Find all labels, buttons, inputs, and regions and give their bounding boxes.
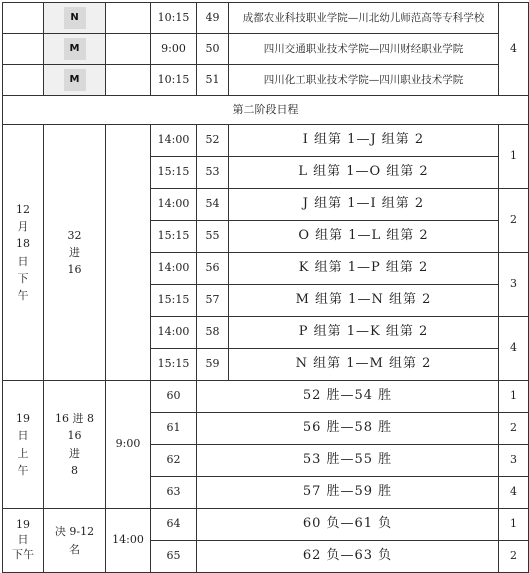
table-row xyxy=(3,125,529,157)
time-cell: 15:15 xyxy=(151,349,197,381)
table-row xyxy=(3,381,529,413)
time-cell: 15:15 xyxy=(151,285,197,317)
court-cell: 4 xyxy=(499,477,529,509)
match-number-cell: 65 xyxy=(151,541,197,573)
match-cell: L 组第 1—O 组第 2 xyxy=(229,157,499,189)
match-number-cell: 54 xyxy=(197,189,229,221)
match-number-cell: 55 xyxy=(197,221,229,253)
empty-cell xyxy=(106,34,151,65)
time-cell: 15:15 xyxy=(151,221,197,253)
table-row xyxy=(3,34,529,65)
match-cell: J 组第 1—I 组第 2 xyxy=(229,189,499,221)
time-cell: 10:15 xyxy=(151,65,197,96)
match-number-cell: 57 xyxy=(197,285,229,317)
date-cell: 19 日 上 午 xyxy=(3,381,44,509)
match-cell: 成都农业科技职业学院—川北幼儿师范高等专科学校 xyxy=(229,3,499,34)
court-cell: 4 xyxy=(499,3,529,96)
match-cell: 57 胜—59 胜 xyxy=(197,477,499,509)
match-cell: M 组第 1—N 组第 2 xyxy=(229,285,499,317)
match-number-cell: 50 xyxy=(197,34,229,65)
group-marker: M xyxy=(64,38,86,60)
time-cell: 9:00 xyxy=(151,34,197,65)
table-row xyxy=(3,3,529,34)
match-cell: 四川交通职业技术学院—四川财经职业学院 xyxy=(229,34,499,65)
match-cell: I 组第 1—J 组第 2 xyxy=(229,125,499,157)
court-cell: 2 xyxy=(499,413,529,445)
court-cell: 1 xyxy=(499,125,529,189)
match-cell: 53 胜—55 胜 xyxy=(197,445,499,477)
court-cell: 4 xyxy=(499,317,529,381)
table-row xyxy=(3,96,529,125)
match-cell: 56 胜—58 胜 xyxy=(197,413,499,445)
match-cell: 52 胜—54 胜 xyxy=(197,381,499,413)
match-number-cell: 62 xyxy=(151,445,197,477)
time-cell: 9:00 xyxy=(106,381,151,509)
time-cell: 14:00 xyxy=(151,189,197,221)
section-title: 第二阶段日程 xyxy=(3,96,529,125)
match-number-cell: 53 xyxy=(197,157,229,189)
time-cell: 15:15 xyxy=(151,157,197,189)
court-cell: 3 xyxy=(499,445,529,477)
match-number-cell: 56 xyxy=(197,253,229,285)
empty-cell xyxy=(3,65,44,96)
match-cell: P 组第 1—K 组第 2 xyxy=(229,317,499,349)
match-number-cell: 60 xyxy=(151,381,197,413)
round-cell: 32 进 16 xyxy=(44,125,106,381)
match-cell: K 组第 1—P 组第 2 xyxy=(229,253,499,285)
time-cell: 14:00 xyxy=(151,317,197,349)
table-row xyxy=(3,65,529,96)
empty-cell xyxy=(106,65,151,96)
match-number-cell: 59 xyxy=(197,349,229,381)
court-cell: 3 xyxy=(499,253,529,317)
round-cell: 决 9-12 名 xyxy=(44,509,106,573)
match-number-cell: 61 xyxy=(151,413,197,445)
time-cell: 14:00 xyxy=(151,253,197,285)
schedule-table xyxy=(2,2,529,573)
time-cell: 10:15 xyxy=(151,3,197,34)
date-cell: 19 日 下午 xyxy=(3,509,44,573)
time-cell: 14:00 xyxy=(106,509,151,573)
group-marker-cell xyxy=(44,34,106,65)
court-cell: 2 xyxy=(499,541,529,573)
match-number-cell: 64 xyxy=(151,509,197,541)
court-cell: 1 xyxy=(499,509,529,541)
court-cell: 1 xyxy=(499,381,529,413)
round-cell: 16 进 8 16 进 8 xyxy=(44,381,106,509)
group-marker-cell xyxy=(44,3,106,34)
time-cell: 14:00 xyxy=(151,125,197,157)
match-cell: 四川化工职业技术学院—四川职业技术学院 xyxy=(229,65,499,96)
match-cell: 62 负—63 负 xyxy=(197,541,499,573)
group-marker-cell xyxy=(44,65,106,96)
table-row xyxy=(3,509,529,541)
match-cell: 60 负—61 负 xyxy=(197,509,499,541)
date-cell: 12 月 18 日 下 午 xyxy=(3,125,44,381)
group-marker: N xyxy=(64,7,86,29)
match-number-cell: 58 xyxy=(197,317,229,349)
match-number-cell: 63 xyxy=(151,477,197,509)
group-marker: M xyxy=(64,69,86,91)
empty-cell xyxy=(106,3,151,34)
match-number-cell: 51 xyxy=(197,65,229,96)
empty-cell xyxy=(106,125,151,381)
court-cell: 2 xyxy=(499,189,529,253)
empty-cell xyxy=(3,3,44,34)
match-number-cell: 49 xyxy=(197,3,229,34)
match-cell: N 组第 1—M 组第 2 xyxy=(229,349,499,381)
match-number-cell: 52 xyxy=(197,125,229,157)
empty-cell xyxy=(3,34,44,65)
match-cell: O 组第 1—L 组第 2 xyxy=(229,221,499,253)
